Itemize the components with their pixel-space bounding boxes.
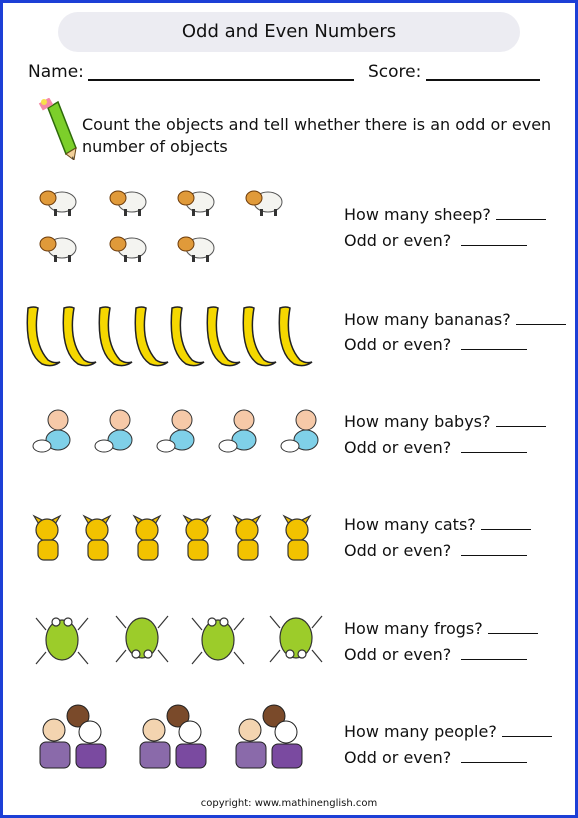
sheep-icon — [38, 228, 78, 264]
banana-icons — [24, 302, 324, 368]
frogs-count-question: How many frogs? — [344, 619, 538, 638]
sheep-icon — [108, 228, 148, 264]
copyright-text: copyright: www.mathinenglish.com — [200, 798, 378, 809]
babys-odd-even-answer[interactable] — [461, 438, 527, 453]
banana-icon — [63, 307, 96, 366]
frog-icon — [36, 618, 88, 664]
people-group-icon — [140, 705, 206, 768]
sheep-odd-even-answer[interactable] — [461, 231, 527, 246]
name-label: Name: — [28, 62, 84, 82]
sheep-count-answer[interactable] — [496, 205, 546, 220]
worksheet-title: Odd and Even Numbers — [58, 12, 520, 52]
banana-icon — [279, 307, 312, 366]
cat-icon — [234, 516, 260, 560]
frogs-odd-even-answer[interactable] — [461, 645, 527, 660]
sheep-icon — [176, 182, 216, 218]
cat-icon — [284, 516, 310, 560]
people-odd-even-answer[interactable] — [461, 748, 527, 763]
babys-count-question: How many babys? — [344, 412, 546, 431]
sheep-icon — [38, 182, 78, 218]
baby-icon — [157, 410, 194, 452]
cat-icon — [84, 516, 110, 560]
banana-icon — [135, 307, 168, 366]
instruction-text: Count the objects and tell whether there is an odd or even number of objects — [82, 115, 552, 156]
frogs-count-answer[interactable] — [488, 619, 538, 634]
pencil-icon — [34, 98, 78, 160]
cats-count-answer[interactable] — [481, 515, 531, 530]
cat-icon — [184, 516, 210, 560]
bananas-odd-even-question: Odd or even? — [344, 335, 527, 354]
banana-icon — [171, 307, 204, 366]
people-count-question: How many people? — [344, 722, 552, 741]
cats-odd-even-answer[interactable] — [461, 541, 527, 556]
baby-icon — [95, 410, 132, 452]
bananas-count-answer[interactable] — [516, 310, 566, 325]
sheep-icon — [176, 228, 216, 264]
frog-icon — [270, 616, 322, 662]
babys-odd-even-question: Odd or even? — [344, 438, 527, 457]
babys-count-answer[interactable] — [496, 412, 546, 427]
frog-icons — [34, 608, 324, 670]
frog-icon — [192, 618, 244, 664]
people-group-icon — [236, 705, 302, 768]
sheep-odd-even-question: Odd or even? — [344, 231, 527, 250]
cats-count-question: How many cats? — [344, 515, 531, 534]
baby-icon — [33, 410, 70, 452]
name-field[interactable] — [88, 79, 354, 81]
sheep-icon — [244, 182, 284, 218]
sheep-icon — [108, 182, 148, 218]
people-group-icon — [40, 705, 106, 768]
frog-icon — [116, 616, 168, 662]
sheep-count-question: How many sheep? — [344, 205, 546, 224]
banana-icon — [243, 307, 276, 366]
cat-icons — [30, 512, 326, 564]
banana-icon — [99, 307, 132, 366]
frogs-odd-even-question: Odd or even? — [344, 645, 527, 664]
cat-icon — [34, 516, 60, 560]
baby-icons — [30, 408, 320, 458]
cat-icon — [134, 516, 160, 560]
score-label: Score: — [368, 62, 422, 82]
banana-icon — [27, 307, 60, 366]
people-count-answer[interactable] — [502, 722, 552, 737]
bananas-count-question: How many bananas? — [344, 310, 566, 329]
bananas-odd-even-answer[interactable] — [461, 335, 527, 350]
score-field[interactable] — [426, 79, 540, 81]
people-icons — [34, 702, 324, 770]
banana-icon — [207, 307, 240, 366]
baby-icon — [219, 410, 256, 452]
people-odd-even-question: Odd or even? — [344, 748, 527, 767]
baby-icon — [281, 410, 318, 452]
cats-odd-even-question: Odd or even? — [344, 541, 527, 560]
